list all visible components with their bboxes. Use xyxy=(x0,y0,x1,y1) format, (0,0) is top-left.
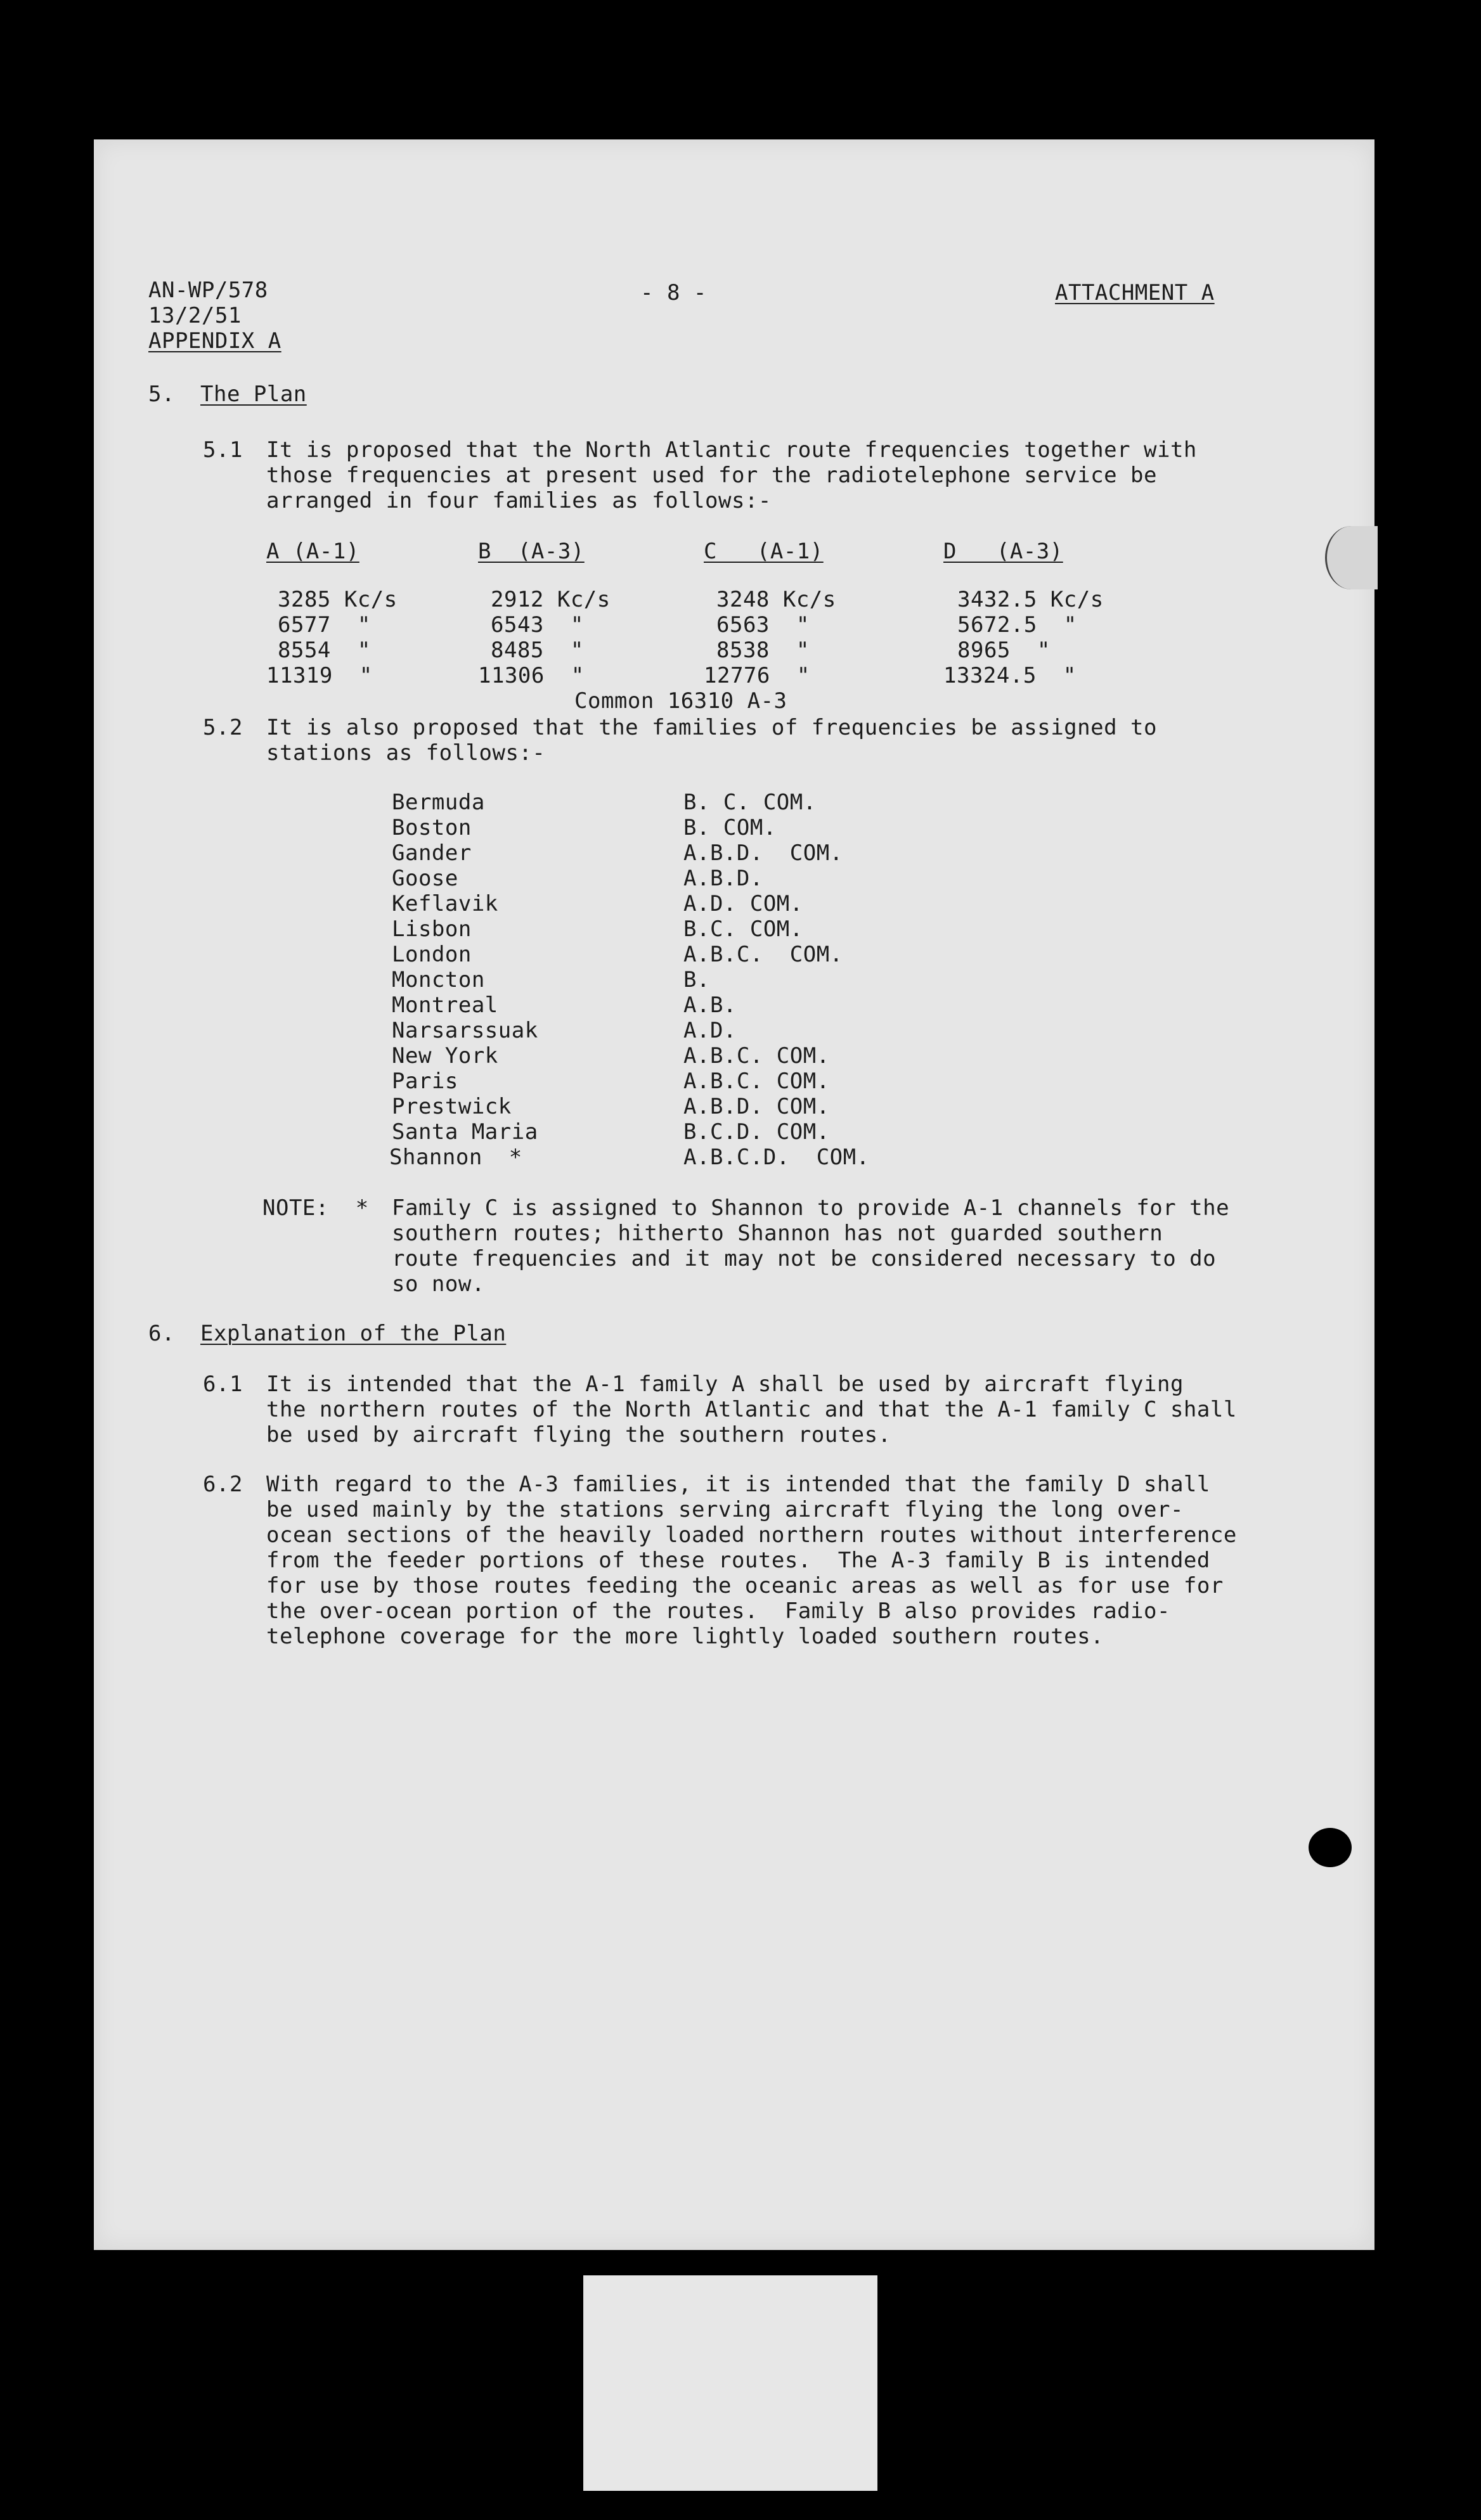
family-a-header: A (A-1) xyxy=(266,539,359,564)
paragraph-6-2-line: from the feeder portions of these routes. The A-3 family B is intended xyxy=(266,1548,1210,1573)
family-c-frequency: 12776 " xyxy=(704,663,810,688)
station-families: A.B.C. COM. xyxy=(683,1069,830,1094)
paragraph-5-1-line: those frequencies at present used for the radiotelephone service be xyxy=(266,463,1157,488)
note-line: route frequencies and it may not be considered necessary to do xyxy=(392,1246,1217,1271)
family-c-frequency: 8538 " xyxy=(716,638,810,663)
paragraph-5-1-line: It is proposed that the North Atlantic route frequencies together with xyxy=(266,437,1197,463)
station-families: A.B.C. COM. xyxy=(683,942,843,967)
station-name: Shannon * xyxy=(389,1145,522,1170)
document-date: 13/2/51 xyxy=(148,303,242,328)
station-families: A.B. xyxy=(683,993,737,1018)
station-families: A.B.C.D. COM. xyxy=(683,1145,870,1170)
paragraph-6-1-line: It is intended that the A-1 family A shall be used by aircraft flying xyxy=(266,1372,1184,1397)
section-6-title: Explanation of the Plan xyxy=(200,1321,507,1346)
family-b-frequency: 2912 Kc/s xyxy=(491,587,611,612)
station-families: B. C. COM. xyxy=(683,790,817,815)
document-reference: AN-WP/578 xyxy=(148,278,268,303)
station-families: A.B.D. COM. xyxy=(683,1094,830,1119)
paragraph-5-2-line: stations as follows:- xyxy=(266,740,546,766)
family-d-header: D (A-3) xyxy=(943,539,1063,564)
family-a-frequency: 8554 " xyxy=(278,638,371,663)
paragraph-6-2-number: 6.2 xyxy=(203,1472,243,1497)
family-c-frequency: 6563 " xyxy=(716,612,810,638)
note-label: NOTE: * xyxy=(262,1195,369,1221)
attachment-label: ATTACHMENT A xyxy=(1055,280,1215,305)
station-name: Goose xyxy=(392,866,458,891)
family-b-frequency: 11306 " xyxy=(478,663,585,688)
page-edge-notch xyxy=(1325,526,1378,589)
common-frequency: Common 16310 A-3 xyxy=(574,688,787,714)
family-a-frequency: 3285 Kc/s xyxy=(278,587,398,612)
station-families: A.B.D. COM. xyxy=(683,840,843,866)
family-d-frequency: 8965 " xyxy=(957,638,1051,663)
family-c-header: C (A-1) xyxy=(704,539,824,564)
station-families: A.B.C. COM. xyxy=(683,1043,830,1069)
station-name: Gander xyxy=(392,840,472,866)
station-name: Lisbon xyxy=(392,916,472,942)
station-families: A.D. COM. xyxy=(683,891,803,916)
station-name: New York xyxy=(392,1043,498,1069)
paragraph-6-2-line: ocean sections of the heavily loaded northern routes without interference xyxy=(266,1522,1237,1548)
station-name: Keflavik xyxy=(392,891,498,916)
station-families: A.B.D. xyxy=(683,866,763,891)
station-families: B.C. COM. xyxy=(683,916,803,942)
family-b-header: B (A-3) xyxy=(478,539,585,564)
ink-blot xyxy=(1309,1828,1352,1867)
station-name: Prestwick xyxy=(392,1094,512,1119)
note-line: southern routes; hitherto Shannon has not guarded southern xyxy=(392,1221,1163,1246)
family-d-frequency: 5672.5 " xyxy=(957,612,1077,638)
paragraph-6-2-line: for use by those routes feeding the oceanic areas as well as for use for xyxy=(266,1573,1224,1598)
paragraph-5-1-line: arranged in four families as follows:- xyxy=(266,488,772,513)
station-name: Bermuda xyxy=(392,790,485,815)
station-families: B. xyxy=(683,967,710,993)
station-name: Narsarssuak xyxy=(392,1018,538,1043)
appendix-label: APPENDIX A xyxy=(148,328,281,354)
blank-card xyxy=(583,2275,877,2491)
family-b-frequency: 8485 " xyxy=(491,638,584,663)
station-families: B. COM. xyxy=(683,815,777,840)
note-line: so now. xyxy=(392,1271,485,1297)
paragraph-5-2-line: It is also proposed that the families of frequencies be assigned to xyxy=(266,715,1157,740)
paragraph-6-2-line: be used mainly by the stations serving aircraft flying the long over- xyxy=(266,1497,1184,1522)
family-c-frequency: 3248 Kc/s xyxy=(716,587,836,612)
station-name: Santa Maria xyxy=(392,1119,538,1145)
paragraph-6-2-line: With regard to the A-3 families, it is intended that the family D shall xyxy=(266,1472,1210,1497)
paragraph-6-2-line: telephone coverage for the more lightly loaded southern routes. xyxy=(266,1624,1104,1649)
family-a-frequency: 11319 " xyxy=(266,663,373,688)
station-families: A.D. xyxy=(683,1018,737,1043)
station-name: Paris xyxy=(392,1069,458,1094)
paragraph-5-2-number: 5.2 xyxy=(203,715,243,740)
page-number: - 8 - xyxy=(640,280,707,305)
station-name: London xyxy=(392,942,472,967)
paragraph-6-1-number: 6.1 xyxy=(203,1372,243,1397)
section-5-title: The Plan xyxy=(200,382,307,407)
paragraph-6-2-line: the over-ocean portion of the routes. Family B also provides radio- xyxy=(266,1598,1170,1624)
section-6-number: 6. xyxy=(148,1321,175,1346)
note-line: Family C is assigned to Shannon to provide A-1 channels for the xyxy=(392,1195,1230,1221)
station-families: B.C.D. COM. xyxy=(683,1119,830,1145)
station-name: Montreal xyxy=(392,993,498,1018)
family-d-frequency: 13324.5 " xyxy=(943,663,1077,688)
family-b-frequency: 6543 " xyxy=(491,612,584,638)
section-5-number: 5. xyxy=(148,382,175,407)
station-name: Boston xyxy=(392,815,472,840)
document-page xyxy=(94,139,1374,2250)
family-a-frequency: 6577 " xyxy=(278,612,371,638)
paragraph-6-1-line: be used by aircraft flying the southern routes. xyxy=(266,1422,891,1448)
station-name: Moncton xyxy=(392,967,485,993)
family-d-frequency: 3432.5 Kc/s xyxy=(957,587,1104,612)
paragraph-5-1-number: 5.1 xyxy=(203,437,243,463)
paragraph-6-1-line: the northern routes of the North Atlantic and that the A-1 family C shall xyxy=(266,1397,1237,1422)
